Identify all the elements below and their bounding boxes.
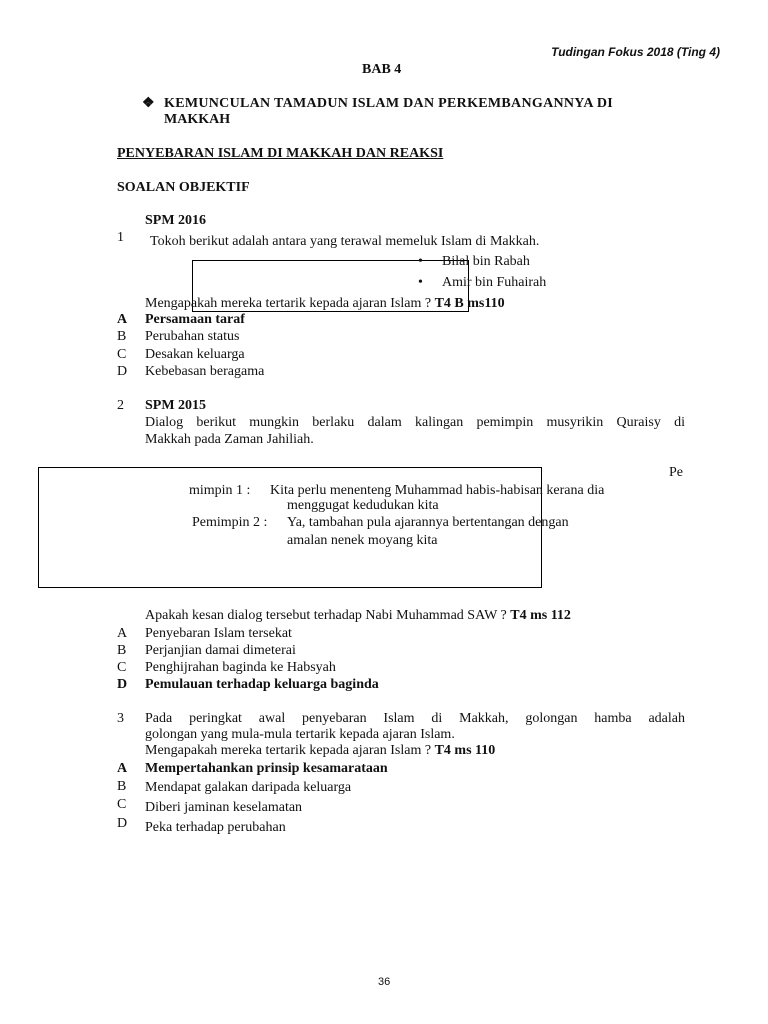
q2-option-letter: D bbox=[117, 677, 128, 692]
q3-option-c: Diberi jaminan keselamatan bbox=[145, 800, 303, 815]
section-heading: PENYEBARAN ISLAM DI MAKKAH DAN REAKSI bbox=[117, 146, 444, 161]
q1-figure-2: Amir bin Fuhairah bbox=[442, 275, 547, 290]
q1-option-letter: D bbox=[117, 364, 128, 379]
q1-bullet-icon: • bbox=[418, 275, 423, 290]
q1-ref: T4 B ms110 bbox=[434, 296, 505, 311]
q2-dialog-line2b: amalan nenek moyang kita bbox=[287, 533, 438, 548]
q1-bullet-icon: • bbox=[418, 254, 423, 269]
q1-question bbox=[145, 296, 505, 312]
q2-dialog-line1a: Kita perlu menenteng Muhammad habis-habisan kerana dia bbox=[270, 483, 605, 498]
q1-figure-1: Bilal bin Rabah bbox=[442, 254, 530, 269]
q2-stem-line2: Makkah pada Zaman Jahiliah. bbox=[145, 432, 314, 447]
q3-stem-line2: golongan yang mula-mula tertarik kepada ajaran Islam. bbox=[145, 727, 455, 742]
q3-option-letter: C bbox=[117, 797, 127, 812]
q2-option-b: Perjanjian damai dimeterai bbox=[145, 643, 296, 658]
section-subheading: SOALAN OBJEKTIF bbox=[117, 180, 250, 195]
q2-dialog-line1b: menggugat kedudukan kita bbox=[287, 498, 439, 513]
q2-stem-line1: Dialog berikut mungkin berlaku dalam kalingan pemimpin musyrikin Quraisy di bbox=[145, 415, 685, 430]
q3-option-d: Peka terhadap perubahan bbox=[145, 820, 286, 835]
q2-speaker1: mimpin 1 : bbox=[189, 483, 251, 498]
q2-option-a: Penyebaran Islam tersekat bbox=[145, 626, 292, 641]
q1-option-a: Persamaan taraf bbox=[145, 312, 245, 327]
q2-question-text: Apakah kesan dialog tersebut terhadap Nabi Muhammad SAW ? bbox=[145, 608, 507, 623]
q1-option-c: Desakan keluarga bbox=[145, 347, 245, 362]
q3-option-b: Mendapat galakan daripada keluarga bbox=[145, 780, 352, 795]
chapter-title-line1: KEMUNCULAN TAMADUN ISLAM DAN PERKEMBANGANNYA DI bbox=[164, 96, 614, 111]
q3-number: 3 bbox=[117, 711, 124, 726]
chapter-title-line2: MAKKAH bbox=[164, 112, 231, 127]
q2-dialog-line2a: Ya, tambahan pula ajarannya bertentangan dengan bbox=[287, 515, 569, 530]
q3-option-letter: A bbox=[117, 761, 128, 776]
page-number: 36 bbox=[378, 976, 391, 988]
q1-number: 1 bbox=[117, 230, 124, 245]
q1-question-text: Mengapakah mereka tertarik kepada ajaran Islam ? bbox=[145, 296, 432, 311]
q2-option-c: Penghijrahan baginda ke Habsyah bbox=[145, 660, 336, 675]
q2-ref: T4 ms 112 bbox=[510, 608, 571, 623]
q1-option-letter: B bbox=[117, 329, 127, 344]
q1-option-b: Perubahan status bbox=[145, 329, 240, 344]
q2-speaker2: Pemimpin 2 : bbox=[192, 515, 268, 530]
q3-question bbox=[145, 743, 495, 759]
q1-source: SPM 2016 bbox=[145, 213, 207, 228]
q2-number: 2 bbox=[117, 398, 124, 413]
q3-ref: T4 ms 110 bbox=[434, 743, 496, 758]
q2-dialog-fragment: Pe bbox=[669, 465, 683, 480]
q2-source: SPM 2015 bbox=[145, 398, 207, 413]
q3-option-letter: B bbox=[117, 779, 127, 794]
q3-question-text: Mengapakah mereka tertarik kepada ajaran Islam ? bbox=[145, 743, 432, 758]
q3-option-letter: D bbox=[117, 816, 128, 831]
q2-option-d: Pemulauan terhadap keluarga baginda bbox=[145, 677, 379, 692]
q2-option-letter: B bbox=[117, 643, 127, 658]
q1-option-d: Kebebasan beragama bbox=[145, 364, 265, 379]
q2-option-letter: C bbox=[117, 660, 127, 675]
q2-option-letter: A bbox=[117, 626, 128, 641]
q1-option-letter: C bbox=[117, 347, 127, 362]
q3-stem-line1: Pada peringkat awal penyebaran Islam di Makkah, golongan hamba adalah bbox=[145, 711, 685, 726]
q2-question bbox=[145, 608, 571, 624]
q1-stem: Tokoh berikut adalah antara yang terawal memeluk Islam di Makkah. bbox=[150, 234, 540, 249]
diamond-bullet-icon: ❖ bbox=[142, 96, 155, 111]
q3-option-a: Mempertahankan prinsip kesamarataan bbox=[145, 761, 388, 776]
chapter-label: BAB 4 bbox=[362, 62, 402, 77]
running-header: Tudingan Fokus 2018 (Ting 4) bbox=[551, 45, 720, 59]
q1-option-letter: A bbox=[117, 312, 128, 327]
